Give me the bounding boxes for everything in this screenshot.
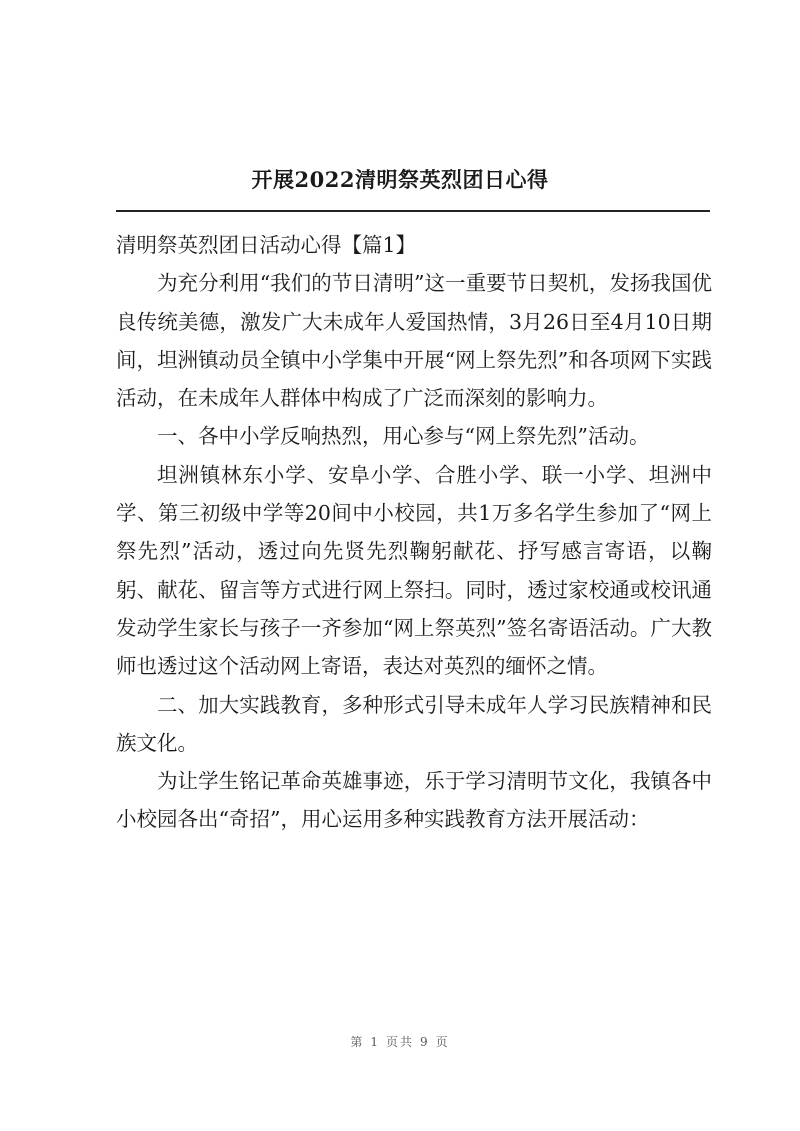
- page-total: 9: [420, 1035, 430, 1049]
- section-heading: 清明祭英烈团日活动心得【篇1】: [116, 233, 417, 257]
- page-number: 1: [370, 1035, 380, 1049]
- document-body: [116, 226, 712, 839]
- paragraph-point-one-heading: 一、各中小学反响热烈，用心参与“网上祭先烈”活动。: [157, 424, 650, 449]
- page-label-prefix: 第: [350, 1035, 365, 1049]
- page-label-middle: 页共: [385, 1035, 414, 1049]
- paragraph-point-two-heading: 二、加大实践教育，多种形式引导未成年人学习民族精神和民族文化。: [116, 692, 712, 755]
- paragraph-point-two-body: 为让学生铭记革命英雄事迹，乐于学习清明节文化，我镇各中小校园各出“奇招”，用心运用多种实践教育方法开展活动：: [116, 769, 712, 832]
- page-footer: [0, 1033, 800, 1050]
- title-divider: [116, 210, 710, 212]
- page-label-suffix: 页: [435, 1035, 450, 1049]
- paragraph-point-one-body: 坦洲镇林东小学、安阜小学、合胜小学、联一小学、坦洲中学、第三初级中学等20间中小校园，共1万多名学生参加了“网上祭先烈”活动，透过向先贤先烈鞠躬献花、抒写感言寄语，以鞠躬、献花、留言等方式进行网上祭扫。同时，透过家校通或校讯通发动学生家长与孩子一齐参加“网上祭英烈”签名寄语活动。广大教师也透过这个活动网上寄语，表达对英烈的缅怀之情。: [116, 462, 712, 679]
- paragraph-intro: 为充分利用“我们的节日清明”这一重要节日契机，发扬我国优良传统美德，激发广大未成年人爱国热情，3月26日至4月10日期间，坦洲镇动员全镇中小学集中开展“网上祭先烈”和各项网下实践活动，在未成年人群体中构成了广泛而深刻的影响力。: [116, 271, 712, 411]
- document-title: 开展2022清明祭英烈团日心得: [251, 167, 549, 192]
